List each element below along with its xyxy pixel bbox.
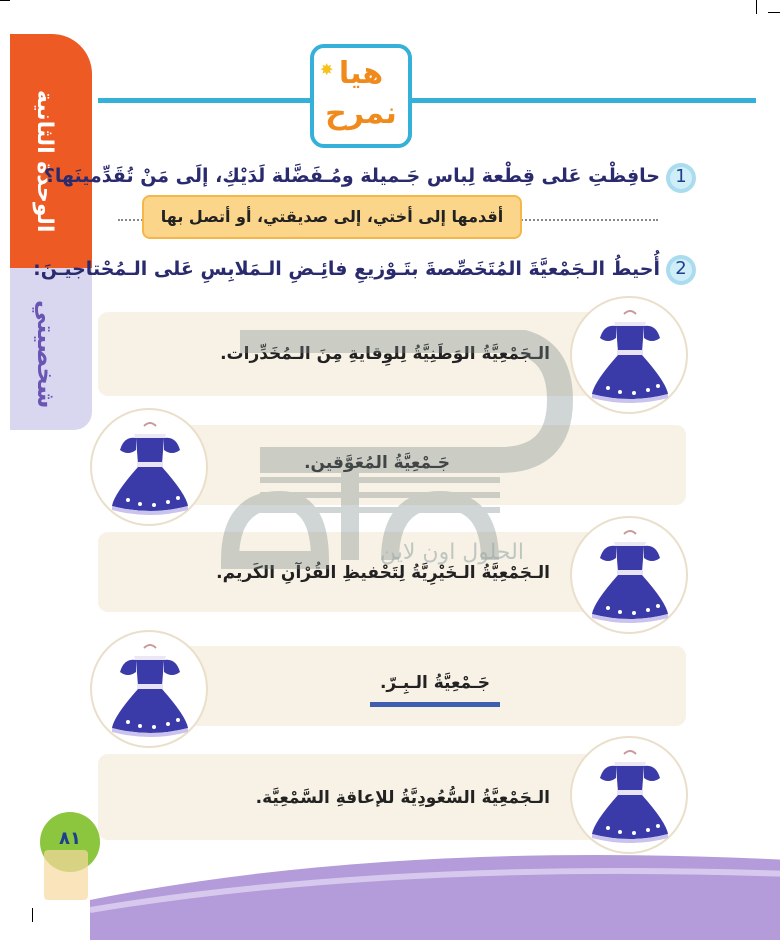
question-1-badge — [664, 161, 698, 195]
dress-image — [570, 516, 688, 634]
question-2-badge — [664, 253, 698, 287]
publisher-logo-icon — [44, 850, 88, 900]
question-2-text: أُحيطُ الـجَمْعيَّةَ المُتَخَصِّصةَ بتَـوْزيعِ فائِـضِ الـمَلابِسِ عَلى الـمُحْتاجيـنَ: — [33, 258, 660, 280]
dress-icon — [106, 420, 194, 516]
answer-field[interactable]: أقدمها إلى أختي، إلى صديقتي، أو أتصل بها — [142, 195, 522, 239]
selected-answer-underline — [370, 702, 500, 707]
logo-line-2: نمرح — [325, 96, 397, 131]
dress-image — [90, 408, 208, 526]
question-number: 1 — [675, 166, 687, 187]
star-icon: ✸ — [320, 60, 334, 79]
option-text: الـجَمْعِيَّةُ الـخَيْرِيَّةُ لِتَحْفيظِ القُرْآنِ الكَريم. — [216, 563, 550, 583]
unit-title: الوحدة الثانية — [32, 90, 57, 233]
unit-side-tab — [10, 10, 92, 430]
dress-icon — [586, 308, 674, 404]
option-text: جَـمْعِيَّةُ المُعَوَّقين. — [304, 453, 450, 473]
section-logo — [310, 44, 412, 148]
header-rule — [98, 98, 756, 103]
question-number: 2 — [675, 258, 687, 279]
option-text: الـجَمْعِيَّةُ السُّعُودِيَّةُ للإعاقةِ السَّمْعِيَّة. — [255, 788, 550, 808]
option-text: الـجَمْعِيَّةُ الوَطَنِيَّةُ لِلوِقايةِ مِنَ الـمُخَدِّرات. — [220, 344, 550, 364]
logo-line-1: هيا — [338, 56, 384, 91]
dress-image — [570, 296, 688, 414]
unit-name: شخصيتي — [32, 300, 60, 409]
footer-band — [90, 830, 780, 940]
question-1-text: حافِظْتِ عَلى قِطْعة لِباس جَـميلة ومُـفَضَّلة لَدَيْكِ، إلَى مَنْ تُقَدِّمينَها؟ — [43, 165, 660, 187]
watermark-text: الحلول اون لاين — [380, 540, 524, 565]
crop-mark — [32, 908, 33, 922]
page-number: ٨١ — [59, 828, 81, 849]
crop-mark — [768, 12, 780, 13]
dress-icon — [586, 528, 674, 624]
option-text: جَـمْعِيَّةُ الـبِـرّ. — [379, 673, 490, 693]
dress-icon — [106, 642, 194, 738]
dress-image — [90, 630, 208, 748]
crop-mark — [756, 0, 757, 14]
crop-mark — [0, 0, 10, 1]
